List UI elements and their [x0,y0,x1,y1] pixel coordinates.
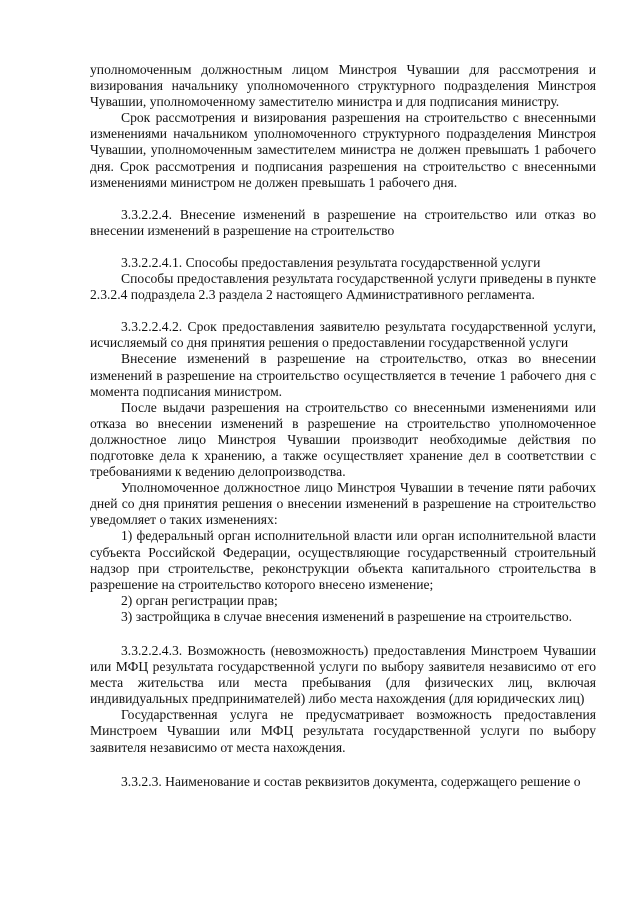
section-heading-3-3-2-2-4-1: 3.3.2.2.4.1. Способы предоставления результата государственной услуги [121,254,541,270]
paragraph-review-deadline: Срок рассмотрения и визирования разрешения на строительство с внесенными изменениями начальником уполномоченного структурного подразделения Минстроя Чувашии, уполномоченным заместителем министра не должен превышать 1 рабочего дня. Срок рассмотрения и подписания разрешения на строительство с внесенными изменениями министром не должен превышать 1 рабочего дня. [90,110,596,190]
section-heading-3-3-2-3: 3.3.2.3. Наименование и состав реквизитов документа, содержащего решение о [121,773,581,789]
section-heading-3-3-2-2-4: 3.3.2.2.4. Внесение изменений в разрешение на строительство или отказ во внесении изменений в разрешение на строительство [90,206,596,238]
paragraph-continuation: уполномоченным должностным лицом Минстроя Чувашии для рассмотрения и визирования начальнику уполномоченного структурного подразделения Минстроя Чувашии, уполномоченному заместителю министра и для подписания министру. [90,62,596,110]
list-item-registration-body: 2) орган регистрации прав; [121,592,278,608]
paragraph-no-extraterritorial: Государственная услуга не предусматривает возможность предоставления Минстроем Чувашии или МФЦ результата государственной услуги по выбору заявителя независимо от места нахождения. [90,707,596,755]
list-item-federal-body: 1) федеральный орган исполнительной власти или орган исполнительной власти субъекта Российской Федерации, осуществляющие государственный строительный надзор при строительстве, реконструкции объекта капитального строительства в разрешение на строительство которого внесено изменение; [90,528,596,592]
section-heading-3-3-2-2-4-3: 3.3.2.2.4.3. Возможность (невозможность) предоставления Минстроем Чувашии или МФЦ результата государственной услуги по выбору заявителя независимо от его места жительства или места пребывания (для физических лиц, включая индивидуальных предпринимателей) либо места нахождения (для юридических лиц) [90,643,596,707]
paragraph-changes-deadline: Внесение изменений в разрешение на строительство, отказ во внесении изменений в разрешение на строительство осуществляется в течение 1 рабочего дня с момента подписания министром. [90,351,596,399]
list-item-developer: 3) застройщика в случае внесения изменений в разрешение на строительство. [121,608,573,624]
paragraph-result-methods: Способы предоставления результата государственной услуги приведены в пункте 2.3.2.4 подраздела 2.3 раздела 2 настоящего Административного регламента. [90,271,596,303]
paragraph-notification: Уполномоченное должностное лицо Минстроя Чувашии в течение пяти рабочих дней со дня принятия решения о внесении изменений в разрешение на строительство уведомляет о таких изменениях: [90,480,596,528]
section-heading-3-3-2-2-4-2: 3.3.2.2.4.2. Срок предоставления заявителю результата государственной услуги, исчисляемый со дня принятия решения о предоставлении государственной услуги [90,319,596,351]
document-page [90,62,596,790]
paragraph-archiving: После выдачи разрешения на строительство со внесенными изменениями или отказа во внесении изменений в разрешение на строительство уполномоченное должностное лицо Минстроя Чувашии производит необходимые действия по подготовке дела к хранению, а также осуществляет хранение дел в соответствии с требованиями к ведению делопроизводства. [90,399,596,480]
